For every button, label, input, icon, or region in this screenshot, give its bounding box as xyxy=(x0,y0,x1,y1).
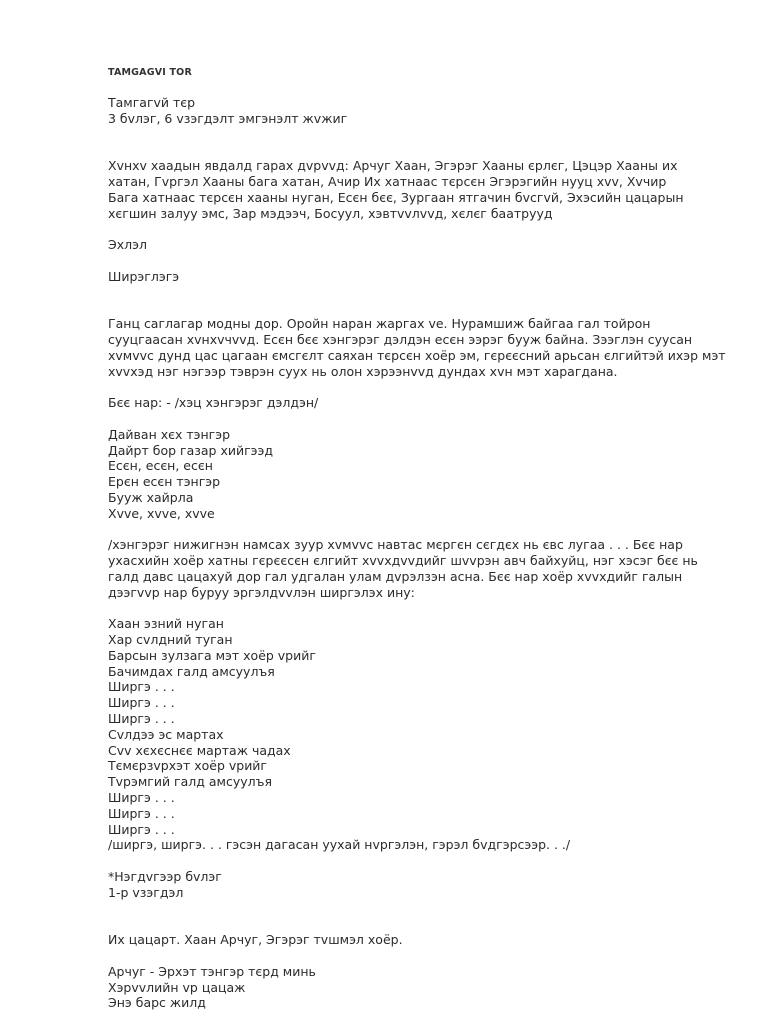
song-line: Ширгэ . . . xyxy=(108,695,175,711)
song-line: Тємєрзvрхэт хоёр vрийг xyxy=(108,758,268,774)
song-line: Сvлдээ эс мартах xyxy=(108,726,224,742)
spacer xyxy=(108,221,748,237)
scene-line: Ганц саглагар модны дор. Оройн наран жаргах vе. Нурамшиж байгаа гал тойрон xyxy=(108,316,651,332)
song-line: Тvрэмгий галд амсуулъя xyxy=(108,774,272,790)
spacer xyxy=(108,601,748,617)
song-line: Ширгэ . . . xyxy=(108,821,175,837)
chant-line: Дайван хєх тэнгэр xyxy=(108,426,231,442)
chant-line: Есєн, есєн, есєн xyxy=(108,458,213,474)
dialog-line: Энэ барс жилд xyxy=(108,995,206,1011)
document-page xyxy=(108,67,748,1011)
chant-line: Хvve, хvve, хvve xyxy=(108,505,215,521)
spacer xyxy=(108,853,748,869)
song-line: Хаан эзний нуган xyxy=(108,616,224,632)
song-line: Бачимдах галд амсуулъя xyxy=(108,663,275,679)
direction-line: ухасхийн хоёр хатны гєрєєсєн єлгийт хvvхдvvдийг шvvрэн авч байхуйц, нэг хэсэг бєє нь xyxy=(108,553,698,569)
document-heading: TAMGAGVI TOR xyxy=(108,67,192,78)
cast-line: хатан, Гvргэл Хааны бага хатан, Ачир Их хатнаас тєрсєн Эгэрэгийн нууц хvv, Хvчир xyxy=(108,173,667,189)
spacer xyxy=(108,948,748,964)
spacer xyxy=(108,285,748,317)
song-line: Ширгэ . . . xyxy=(108,711,175,727)
song-line: Ширгэ . . . xyxy=(108,679,175,695)
document-body xyxy=(108,95,748,1011)
cast-line: Хvнхv хаадын явдалд гарах дvрvvд: Арчуг Хаан, Эгэрэг Хааны єрлєг, Цэцэр Хааны их xyxy=(108,158,678,174)
spacer xyxy=(108,379,748,395)
song-line: Барсын зулзага мэт хоёр vрийг xyxy=(108,647,316,663)
song-line: Сvv хєхєснєє мартаж чадах xyxy=(108,742,291,758)
prologue-title: Эхлэл xyxy=(108,237,147,253)
part-scene: 1-р vзэгдэл xyxy=(108,884,184,900)
direction-line: галд давс цацахуй дор гал удгалан улам дvрэлзэн асна. Бєє нар хоёр хvvхдийг галын xyxy=(108,568,683,584)
song-line: Ширгэ . . . xyxy=(108,790,175,806)
direction-line: дээгvvр нар буруу эргэлдvvлэн ширгэлэх ину: xyxy=(108,584,415,600)
part-title: *Нэгдvгээр бvлэг xyxy=(108,869,222,885)
direction-line: /хэнгэрэг нижигнэн намсах зуур хvмvvс навтас мєргєн сєгдєх нь євс лугаа . . . Бєє нар xyxy=(108,537,683,553)
prologue-subtitle: Ширэглэгэ xyxy=(108,268,180,284)
scene-line: сууцгаасан хvнхvчvvд. Есєн бєє хэнгэрэг дэлдэн есєн ээрэг бууж байна. Зээглэн суусан xyxy=(108,331,693,347)
subtitle-line: 3 бvлэг, 6 vзэгдэлт эмгэнэлт жvжиг xyxy=(108,110,348,126)
spacer xyxy=(108,253,748,269)
shaman-intro: Бєє нар: - /хэц хэнгэрэг дэлдэн/ xyxy=(108,395,319,411)
scene-line: хvvхэд нэг нэгээр тэврэн суух нь олон хэрээнvvд дундах хvн мэт харагдана. xyxy=(108,363,618,379)
chant-line: Дайрт бор газар хийгээд xyxy=(108,442,274,458)
song-line: Хар сvлдний туган xyxy=(108,632,233,648)
chant-line: Бууж хайрла xyxy=(108,489,194,505)
dialog-line: Арчуг - Эрхэт тэнгэр тєрд минь xyxy=(108,963,316,979)
scene-line: хvмvvс дунд цас цагаан ємсгєлт саяхан тєрсєн хоёр эм, гєрєєсний арьсан єлгийтэй ихэр мэт xyxy=(108,347,726,363)
dialog-line: Хэрvvлийн vр цацаж xyxy=(108,979,246,995)
chant-line: Ерєн есєн тэнгэр xyxy=(108,474,221,490)
title-line: Тамгагvй тєр xyxy=(108,95,196,110)
spacer xyxy=(108,522,748,538)
cast-line: хєгшин залуу эмс, Зар мэдээч, Босуул, хэвтvvлvvд, хєлєг баатрууд xyxy=(108,205,553,221)
song-line: /ширгэ, ширгэ. . . гэсэн дагасан уухай нvргэлэн, гэрэл бvдгэрсээр. . ./ xyxy=(108,837,571,853)
cast-line: Бага хатнаас тєрсєн хааны нуган, Есєн бєє, Зургаан ятгачин бvсгvй, Эхэсийн цацарын xyxy=(108,189,684,205)
spacer xyxy=(108,127,748,159)
spacer xyxy=(108,411,748,427)
spacer xyxy=(108,901,748,933)
song-line: Ширгэ . . . xyxy=(108,805,175,821)
scene2-line: Их цацарт. Хаан Арчуг, Эгэрэг тvшмэл хоёр. xyxy=(108,932,403,948)
